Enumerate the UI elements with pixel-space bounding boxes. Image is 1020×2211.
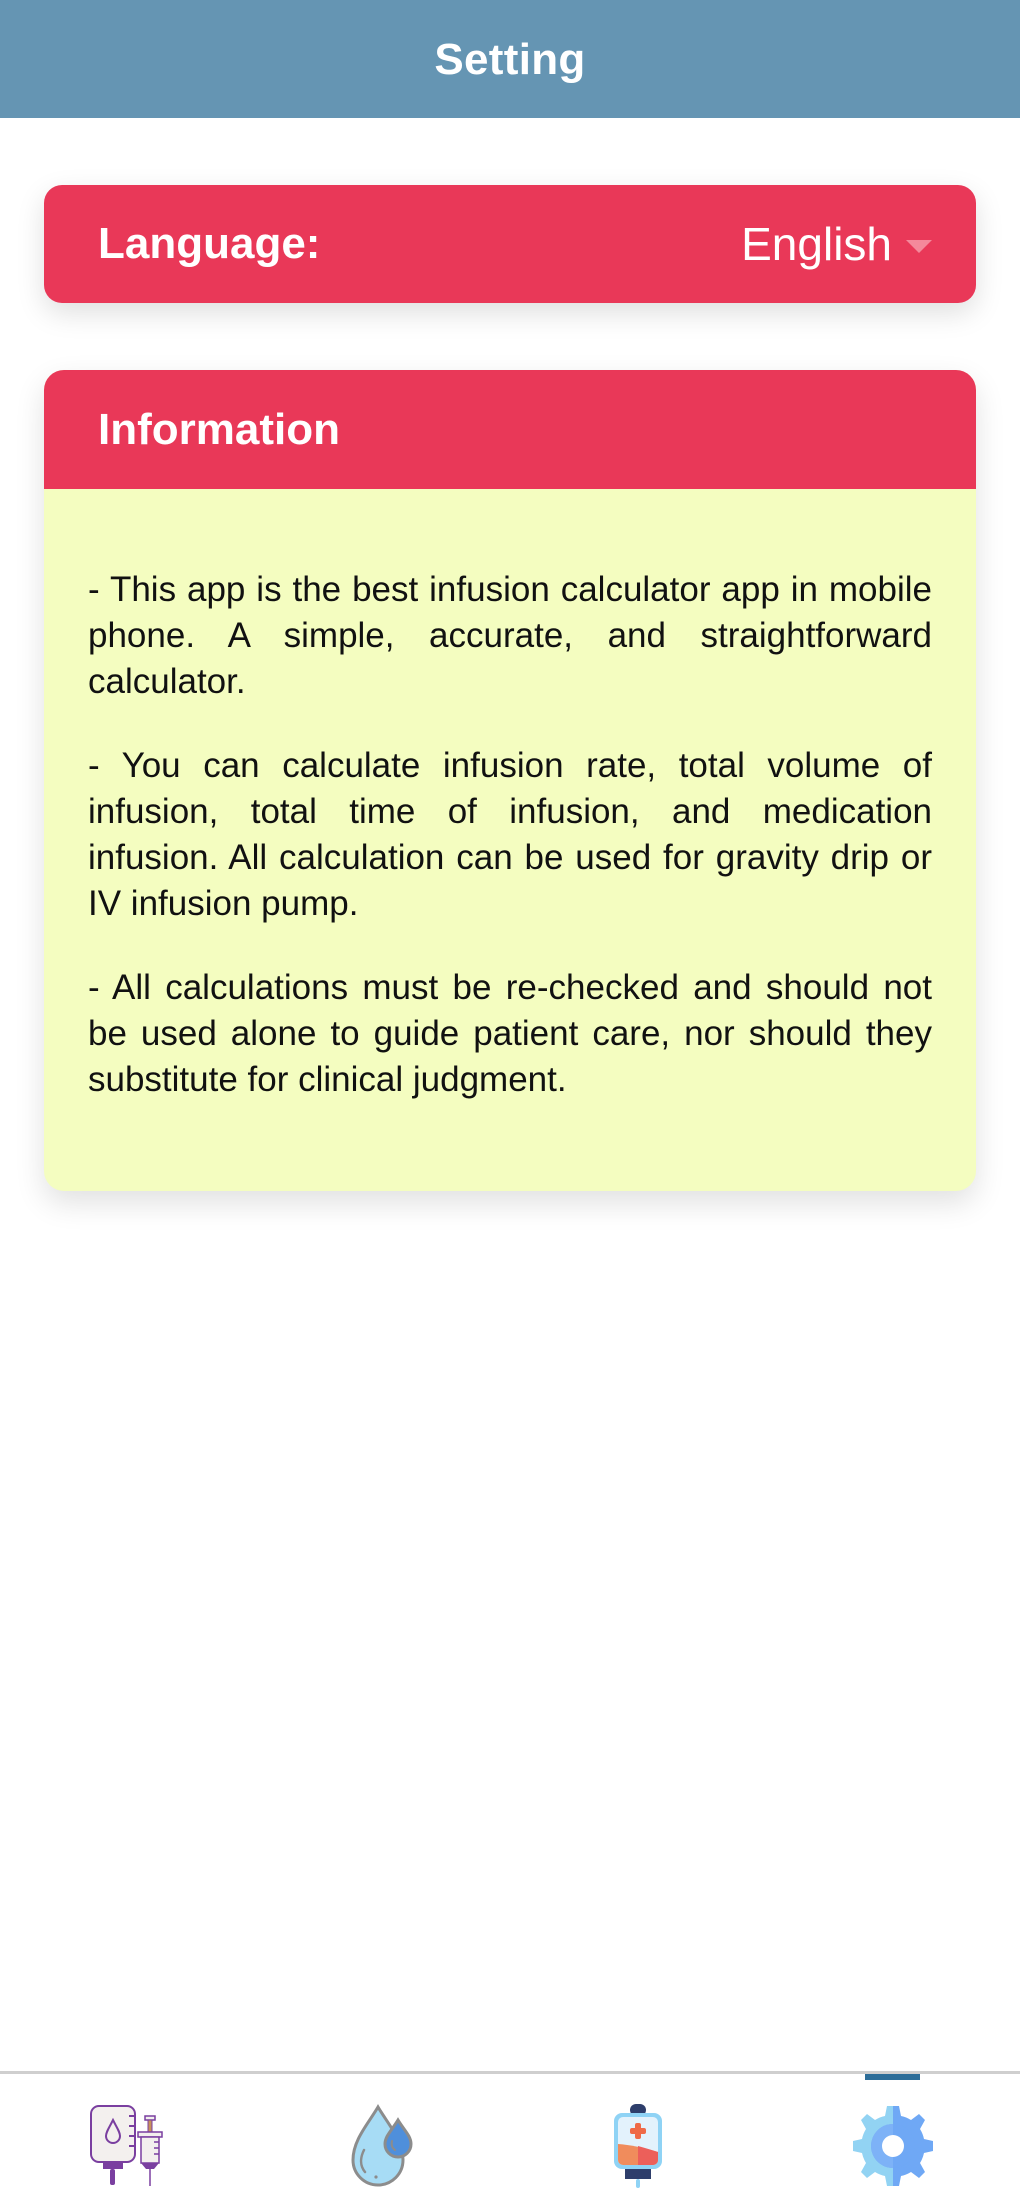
info-paragraph: - All calculations must be re-checked and should not be used alone to guide patient care, nor should they substitute for clinical judgment. bbox=[88, 968, 932, 1099]
caret-down-icon bbox=[906, 240, 932, 253]
information-title: Information bbox=[98, 404, 340, 454]
tab-drip-rate[interactable] bbox=[255, 2074, 510, 2211]
information-header bbox=[44, 370, 976, 489]
information-body bbox=[44, 489, 976, 1103]
gear-icon bbox=[851, 2104, 935, 2188]
active-tab-indicator bbox=[865, 2074, 920, 2080]
blood-bag-icon bbox=[612, 2104, 664, 2188]
iv-bag-syringe-icon bbox=[88, 2104, 168, 2188]
language-dropdown[interactable] bbox=[741, 217, 932, 271]
info-paragraph: - This app is the best infusion calculator app in mobile phone. A simple, accurate, and straightforward calculator. bbox=[88, 570, 932, 701]
tab-infusion-calculator[interactable] bbox=[0, 2074, 255, 2211]
information-card bbox=[44, 370, 976, 1191]
water-drops-icon bbox=[348, 2104, 418, 2188]
info-paragraph: - You can calculate infusion rate, total volume of infusion, total time of infusion, and medication infusion. All calculation can be used for gravity drip or IV infusion pump. bbox=[88, 746, 932, 923]
tab-setting[interactable] bbox=[765, 2074, 1020, 2211]
language-value: English bbox=[741, 218, 892, 270]
page-title: Setting bbox=[434, 35, 586, 84]
language-card bbox=[44, 185, 976, 303]
app-header bbox=[0, 0, 1020, 118]
bottom-tab-bar bbox=[0, 2071, 1020, 2211]
language-label: Language: bbox=[98, 219, 321, 268]
tab-medication-infusion[interactable] bbox=[510, 2074, 765, 2211]
